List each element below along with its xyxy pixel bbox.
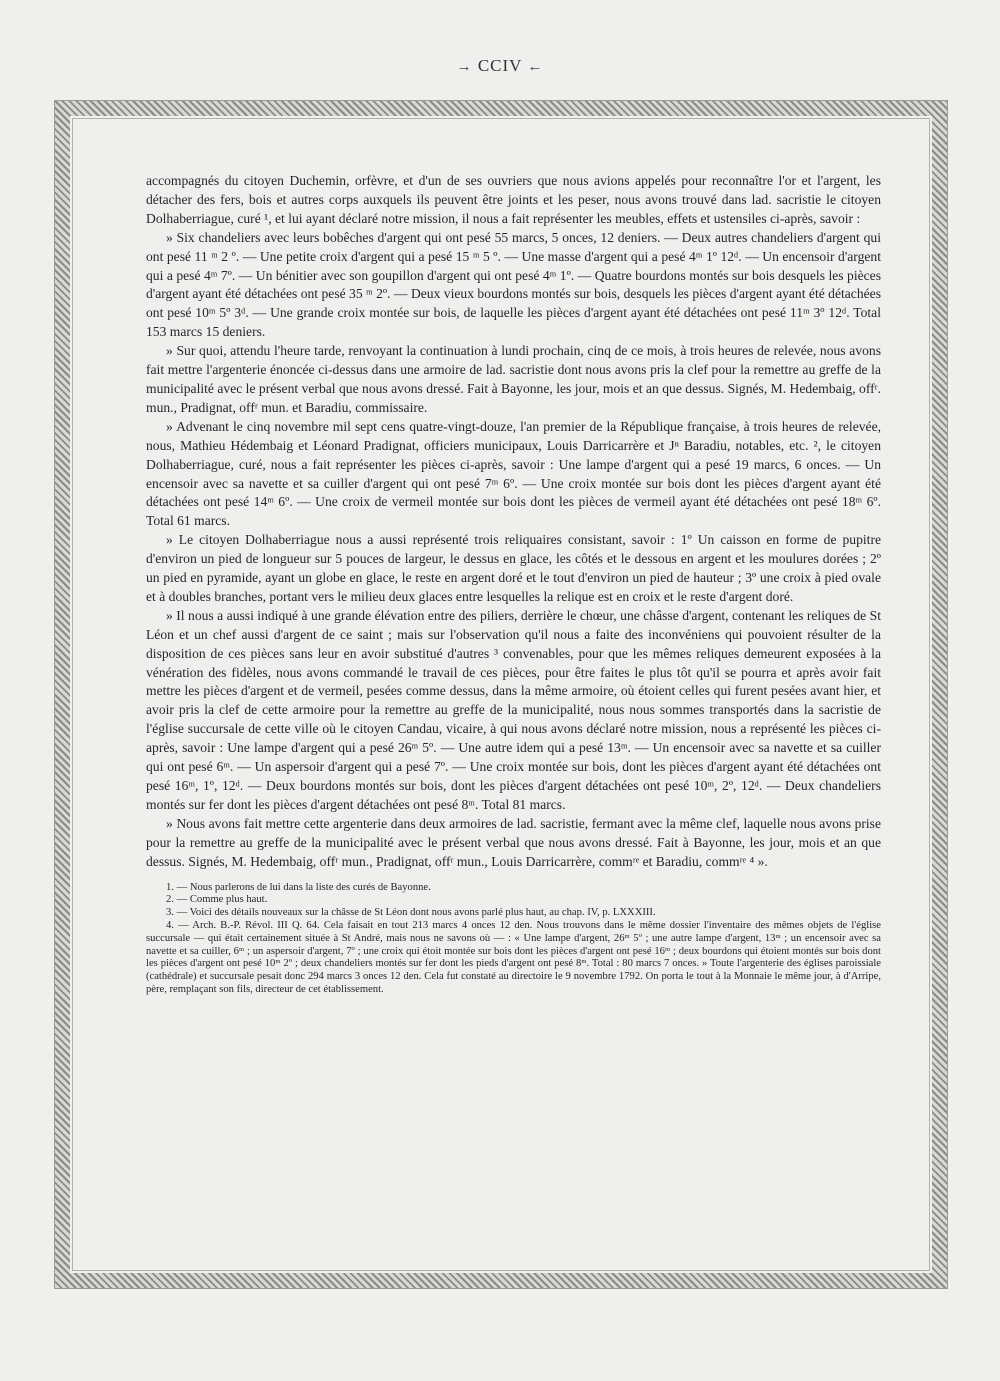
paragraph: » Le citoyen Dolhaberriague nous a aussi représenté trois reliquaires consistant, savoir : 1º Un caisson en forme de pupitre d'environ un pied de longueur sur 5 pouces de largeur, le dessus en glace, les côtés et le dessous en argent et les moulures dorées ; 2º un pied en pyramide, ayant un globe en glace, le reste en argent doré et le tout d'environ un pied de hauteur ; 3º une croix à pied ovale et à doubles branches, portant vers le milieu deux glaces entre lesquelles la relique est en croix et le reste d'argent doré. — [146, 532, 881, 604]
paragraph: » Il nous a aussi indiqué à une grande élévation entre des piliers, derrière le chœur, une châsse d'argent, contenant les reliques de St Léon et un chef aussi d'argent de ce saint ; mais sur l'observation qu'il nous a faite des inconvéniens qui pouvoient résulter de la disposition de ces pièces sans leur en avoir substitué d'autres ³ convenables, pour que les mêmes reliques demeurent exposées à la vénération des fidèles, nous avons commandé le travail de ces pièces, pour être faites le plus tôt qu'il se pourra et après avoir fait mettre les pièces d'argent et de vermeil, pesées comme dessus, dans la même armoire, où étoient celles qui furent pesées avant hier, et avoir pris la clef de cette armoire pour la remettre au greffe de la municipalité, nous nous sommes transportés dans la sacristie de l'église succursale de cette ville où le citoyen Candau, vicaire, à qui nous avons déclaré notre mission, nous a représenté les pièces ci-après, savoir : Une lampe d'argent qui a pesé 26ᵐ 5º. — Une autre idem qui a pesé 13ᵐ. — Un encensoir avec sa navette et sa cuiller qui ont pesé 6ᵐ. — Un aspersoir d'argent qui a pesé 7º. — Une croix montée sur bois, dont les pièces d'argent ayant été détachées ont pesé 16ᵐ, 1º, 12ᵈ. — Deux bourdons montés sur bois, dont les pièces d'argent détachées ont pesé 10ᵐ, 2º, 12ᵈ. — Deux chandeliers montés sur fer dont les pièces d'argent détachées ont pesé 8ᵐ. Total 81 marcs. — [146, 607, 881, 812]
paragraph: » Advenant le cinq novembre mil sept cens quatre-vingt-douze, l'an premier de la République française, à trois heures de relevée, nous, Mathieu Hédembaig et Léonard Pradignat, officiers municipaux, Louis Darricarrère et Jⁿ Baradiu, notables, etc. ², le citoyen Dolhaberriague, curé, nous a fait représenter les pièces ci-après, savoir : Une lampe d'argent qui a pesé 19 marcs, 6 onces. — Un encensoir avec sa navette et sa cuiller d'argent qui ont pesé 7ᵐ 6º. — Une croix montée sur bois dont les pièces d'argent ayant été détachées ont pesé 14ᵐ 6º. — Une croix de vermeil montée sur bois dont les pièces de vermeil ayant été détachées ont pesé 18ᵐ 6º. Total 61 marcs. — [146, 418, 881, 529]
page-number: CCIV — [477, 56, 523, 75]
footnotes — [146, 882, 881, 997]
arrow-left-icon: → — [456, 59, 473, 75]
footnote: 1. — Nous parlerons de lui dans la liste des curés de Bayonne. — [166, 881, 431, 893]
page-header — [0, 56, 1000, 76]
paragraph: » Nous avons fait mettre cette argenterie dans deux armoires de lad. sacristie, fermant avec la même clef, laquelle nous avons prise pour la remettre au greffe de la municipalité avec le présent verbal que nous avons dressé. Fait à Bayonne, les jour, mois et an que dessus. Signés, M. Hedembaig, offʳ mun., Pradignat, offʳ mun., Louis Darricarrère, commʳᵉ et Baradiu, commʳᵉ ⁴ ». — [146, 815, 881, 869]
footnote: 2. — Comme plus haut. — [166, 894, 268, 906]
footnote: 4. — Arch. B.-P. Révol. III Q. 64. Cela faisait en tout 213 marcs 4 onces 12 den. Nous trouvons dans le même dossier l'inventaire des mêmes objets de l'église succursale — qui était certainement située à St André, mais nous ne savons où — : « Une lampe d'argent, 26ᵐ 5º ; une autre lampe d'argent, 13ᵐ ; un encensoir avec sa navette et sa cuiller, 6ᵐ ; un aspersoir d'argent, 7º ; une croix qui étoit montée sur bois dont les pièces d'argent ont pesé 16ᵐ ; deux bourdons qui étoient montés sur bois dont les pièces d'argent ont pesé 10ᵐ 2º ; deux chandeliers montés sur fer dont les pieds d'argent ont pesé 8ᵐ. Total : 80 marcs 7 onces. » Toute l'argenterie des églises paroissiale (cathédrale) et succursale pesait donc 294 marcs 3 onces 12 den. Cela fut constaté au directoire le 9 novembre 1792. On porta le tout à la Monnaie le même jour, à d'Arripe, père, remplaçant son fils, directeur de cet établissement. — [146, 919, 881, 995]
paragraph: » Sur quoi, attendu l'heure tarde, renvoyant la continuation à lundi prochain, cinq de ce mois, à trois heures de relevée, nous avons fait mettre l'argenterie énoncée ci-dessus dans une armoire de lad. sacristie dont nous avons pris la clef pour la remettre au greffe de la municipalité avec le présent verbal que nous avons dressé. Fait à Bayonne, les jour, mois et an que dessus. Signés, M. Hedembaig, offʳ. mun., Pradignat, offʳ mun. et Baradiu, commissaire. — [146, 343, 881, 415]
paragraph: accompagnés du citoyen Duchemin, orfèvre, et d'un de ses ouvriers que nous avions appelés pour reconnaître l'or et l'argent, les détacher des fers, bois et autres corps auxquels ils peuvent être joints et les peser, nous avons trouvé dans lad. sacristie le citoyen Dolhaberriague, curé ¹, et lui ayant déclaré notre mission, il nous a fait représenter les meubles, effets et ustensiles ci-après, savoir : — [146, 173, 881, 226]
arrow-right-icon: ← — [527, 59, 544, 75]
footnote: 3. — Voici des détails nouveaux sur la châsse de St Léon dont nous avons parlé plus haut, au chap. IV, p. LXXXIII. — [166, 907, 656, 919]
page-content — [146, 172, 881, 997]
paragraph: » Six chandeliers avec leurs bobêches d'argent qui ont pesé 55 marcs, 5 onces, 12 deniers. — Deux autres chandeliers d'argent qui ont pesé 11 ᵐ 2 º. — Une petite croix d'argent qui a pesé 15 ᵐ 5 º. — Une masse d'argent qui a pesé 4ᵐ 1º 12ᵈ. — Un encensoir d'argent qui a pesé 4ᵐ 7º. — Un bénitier avec son goupillon d'argent qui ont pesé 4ᵐ 1º. — Quatre bourdons montés sur bois desquels les pièces d'argent ayant été détachées ont pesé 35 ᵐ 2º. — Deux vieux bourdons montés sur bois, desquels les pièces d'argent ayant été détachées ont pesé 10ᵐ 5º 3ᵈ. — Une grande croix montée sur bois, de laquelle les pièces d'argent ayant été détachées ont pesé 11ᵐ 3º 12ᵈ. Total 153 marcs 15 deniers. — [146, 229, 881, 340]
